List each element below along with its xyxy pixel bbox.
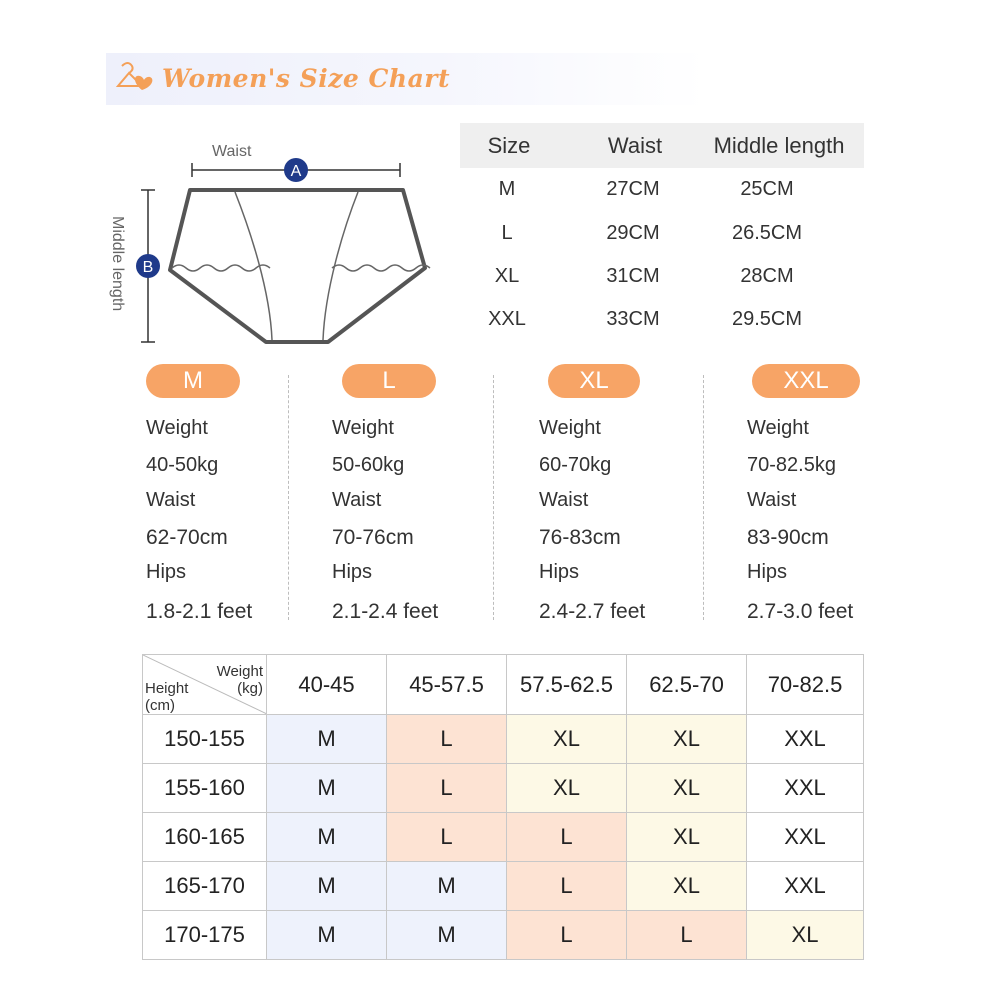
size-detail-hips-label: Hips [332,561,373,583]
height-axis-label: Height (cm) [145,680,189,714]
measure-header-cell: Size [487,133,531,158]
size-detail-hips: 2.4-2.7 feet [539,600,646,623]
size-detail-hips-label: Hips [747,561,788,583]
measure-cell: 29CM [606,222,660,244]
size-cell: XL [507,764,627,813]
size-detail-waist: 70-76cm [332,526,414,549]
measure-cell: 28CM [740,265,794,287]
hanger-heart-icon [112,60,156,96]
column-divider [493,375,494,620]
measure-cell: L [501,222,513,244]
table-row [143,862,864,911]
size-cell: L [387,813,507,862]
size-pill: L [342,364,436,398]
size-cell: XL [747,911,864,960]
size-cell: M [267,813,387,862]
size-detail-waist: 76-83cm [539,526,621,549]
size-detail-waist-label: Waist [747,489,797,511]
size-detail-weight-label: Weight [539,417,601,439]
middle-length-dimension-label: Middle length [109,216,126,312]
marker-b-label: B [142,259,154,276]
size-detail-waist: 83-90cm [747,526,829,549]
size-detail-weight: 50-60kg [332,454,405,476]
column-divider [703,375,704,620]
size-detail-weight: 40-50kg [146,454,219,476]
table-row [143,764,864,813]
weight-header-cell: 45-57.5 [387,655,507,715]
size-cell: XXL [747,715,864,764]
grid-corner-cell [143,655,267,715]
size-cell: XL [627,813,747,862]
measure-cell: 27CM [606,178,660,200]
garment-diagram [100,130,440,350]
size-cell: M [267,764,387,813]
size-detail-weight-label: Weight [332,417,394,439]
measure-cell: 31CM [606,265,660,287]
size-cell: XXL [747,764,864,813]
weight-header-cell: 40-45 [267,655,387,715]
measure-cell: M [498,178,516,200]
measure-cell: 33CM [606,308,660,330]
size-cell: XL [627,715,747,764]
measure-cell: 25CM [740,178,794,200]
weight-header-cell: 57.5-62.5 [507,655,627,715]
size-cell: L [387,764,507,813]
measure-cell: XXL [488,308,526,330]
size-pill: M [146,364,240,398]
size-cell: M [267,911,387,960]
height-cell: 150-155 [143,715,267,764]
measure-cell: XL [494,265,520,287]
size-cell: XL [507,715,627,764]
size-detail-hips: 2.7-3.0 feet [747,600,854,623]
table-row [143,911,864,960]
size-cell: M [387,911,507,960]
weight-header-cell: 62.5-70 [627,655,747,715]
height-cell: 160-165 [143,813,267,862]
size-cell: XL [627,862,747,911]
size-detail-weight: 70-82.5kg [747,454,836,476]
size-detail-hips-label: Hips [539,561,580,583]
size-detail-weight-label: Weight [747,417,809,439]
weight-header-cell: 70-82.5 [747,655,864,715]
measure-header-cell: Waist [607,133,663,158]
size-cell: XL [627,764,747,813]
size-detail-hips: 1.8-2.1 feet [146,600,253,623]
size-cell: L [507,862,627,911]
weight-axis-label: Weight (kg) [216,663,263,697]
height-cell: 155-160 [143,764,267,813]
table-row [143,715,864,764]
size-cell: XXL [747,813,864,862]
size-detail-weight: 60-70kg [539,454,612,476]
marker-a-label: A [290,163,302,180]
size-cell: M [387,862,507,911]
height-cell: 170-175 [143,911,267,960]
table-row [143,813,864,862]
size-pill: XL [548,364,640,398]
measure-cell: 26.5CM [731,222,803,244]
waist-dimension-label: Waist [212,143,252,160]
size-cell: XXL [747,862,864,911]
size-cell: L [507,813,627,862]
column-divider [288,375,289,620]
height-weight-grid [142,654,864,960]
size-detail-waist-label: Waist [539,489,589,511]
size-cell: L [627,911,747,960]
size-pill: XXL [752,364,860,398]
size-detail-waist-label: Waist [146,489,196,511]
size-detail-hips: 2.1-2.4 feet [332,600,439,623]
size-cell: M [267,715,387,764]
measure-header-cell: Middle length [713,133,845,158]
height-cell: 165-170 [143,862,267,911]
measure-cell: 29.5CM [731,308,803,330]
garment-outline [170,190,425,342]
size-detail-hips-label: Hips [146,561,187,583]
size-detail-waist: 62-70cm [146,526,228,549]
size-cell: L [387,715,507,764]
page-title: Women's Size Chart [162,64,451,93]
size-detail-weight-label: Weight [146,417,208,439]
size-cell: L [507,911,627,960]
size-cell: M [267,862,387,911]
size-detail-waist-label: Waist [332,489,382,511]
